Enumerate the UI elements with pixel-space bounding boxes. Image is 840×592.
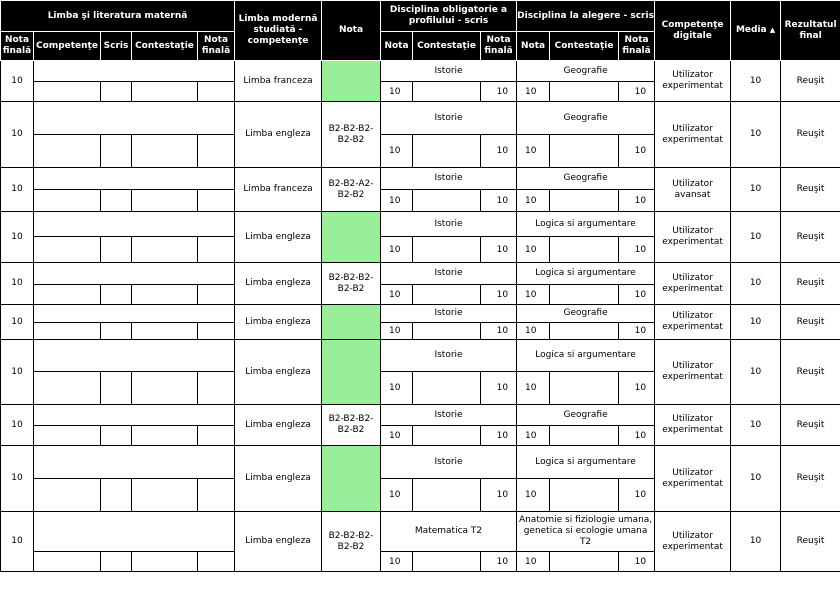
rezultat-final-cell: Reuşit (781, 61, 840, 102)
obl-contestatie-cell (413, 372, 481, 405)
disciplina-obligatorie-cell: Istorie (381, 168, 517, 190)
limba-materna-empty-cell (34, 61, 235, 82)
contestatie-cell (132, 426, 198, 446)
nota-finala-cell: 10 (1, 263, 34, 305)
disciplina-obligatorie-cell: Istorie (381, 446, 517, 479)
results-body (1, 61, 840, 572)
header-ale-contestatie: Contestaţie (550, 32, 619, 61)
competente-digitale-cell: Utilizator experimentat (655, 512, 731, 572)
media-cell: 10 (731, 305, 781, 340)
obl-nota-finala-cell: 10 (481, 426, 517, 446)
header-obl-nota-finala: Nota finală (481, 32, 517, 61)
header-media[interactable] (731, 1, 781, 61)
ale-contestatie-cell (550, 552, 619, 572)
limba-moderna-cell: Limba engleza (235, 263, 322, 305)
disciplina-obligatorie-cell: Istorie (381, 305, 517, 323)
rezultat-final-cell: Reuşit (781, 512, 840, 572)
nota-finala-materna-cell (198, 372, 235, 405)
ale-nota-cell: 10 (517, 135, 550, 168)
rezultat-final-cell: Reuşit (781, 405, 840, 446)
competente-digitale-cell: Utilizator experimentat (655, 61, 731, 102)
obl-nota-cell: 10 (381, 372, 413, 405)
nota-limba-moderna-cell (322, 305, 381, 340)
limba-materna-empty-cell (34, 305, 235, 323)
ale-nota-finala-cell: 10 (619, 372, 655, 405)
limba-materna-empty-cell (34, 102, 235, 135)
disciplina-alegere-cell: Logica si argumentare (517, 446, 655, 479)
competente-cell (34, 82, 101, 102)
obl-nota-finala-cell: 10 (481, 190, 517, 212)
disciplina-alegere-cell: Logica si argumentare (517, 212, 655, 237)
rezultat-final-cell: Reuşit (781, 168, 840, 212)
table-row (1, 446, 840, 479)
ale-contestatie-cell (550, 323, 619, 340)
rezultat-final-cell: Reuşit (781, 263, 840, 305)
header-contestatie: Contestaţie (132, 32, 198, 61)
limba-moderna-cell: Limba engleza (235, 102, 322, 168)
table-row (1, 512, 840, 552)
competente-digitale-cell: Utilizator experimentat (655, 102, 731, 168)
nota-limba-moderna-cell (322, 212, 381, 263)
competente-cell (34, 323, 101, 340)
ale-nota-cell: 10 (517, 479, 550, 512)
obl-nota-finala-cell: 10 (481, 479, 517, 512)
ale-contestatie-cell (550, 285, 619, 305)
disciplina-alegere-cell: Geografie (517, 405, 655, 426)
limba-materna-empty-cell (34, 263, 235, 285)
nota-finala-cell: 10 (1, 512, 34, 572)
disciplina-alegere-cell: Logica si argumentare (517, 340, 655, 372)
obl-nota-finala-cell: 10 (481, 237, 517, 263)
table-row (1, 102, 840, 135)
disciplina-obligatorie-cell: Istorie (381, 340, 517, 372)
header-media-label: Media (735, 25, 767, 35)
competente-digitale-cell: Utilizator experimentat (655, 212, 731, 263)
scris-cell (101, 285, 132, 305)
limba-materna-empty-cell (34, 446, 235, 479)
obl-nota-cell: 10 (381, 285, 413, 305)
scris-cell (101, 426, 132, 446)
obl-contestatie-cell (413, 135, 481, 168)
contestatie-cell (132, 285, 198, 305)
competente-digitale-cell: Utilizator avansat (655, 168, 731, 212)
obl-contestatie-cell (413, 82, 481, 102)
contestatie-cell (132, 135, 198, 168)
nota-finala-cell: 10 (1, 446, 34, 512)
disciplina-alegere-cell: Anatomie si fiziologie umana, genetica si ecologie umana T2 (517, 512, 655, 552)
obl-contestatie-cell (413, 426, 481, 446)
nota-limba-moderna-cell: B2-B2-B2-B2-B2 (322, 405, 381, 446)
nota-limba-moderna-cell (322, 446, 381, 512)
disciplina-obligatorie-cell: Istorie (381, 263, 517, 285)
obl-nota-finala-cell: 10 (481, 285, 517, 305)
nota-limba-moderna-cell (322, 340, 381, 405)
header-limba-moderna: Limba modernă studiată - competenţe (235, 1, 322, 61)
header-nota-finala-materna: Nota finală (198, 32, 235, 61)
scris-cell (101, 237, 132, 263)
contestatie-cell (132, 552, 198, 572)
nota-finala-materna-cell (198, 190, 235, 212)
obl-nota-finala-cell: 10 (481, 82, 517, 102)
nota-finala-cell: 10 (1, 305, 34, 340)
competente-cell (34, 135, 101, 168)
header-disciplina-obligatorie: Disciplina obligatorie a profilului - scris (381, 1, 517, 32)
obl-nota-cell: 10 (381, 426, 413, 446)
ale-nota-finala-cell: 10 (619, 552, 655, 572)
table-row (1, 263, 840, 285)
contestatie-cell (132, 323, 198, 340)
ale-contestatie-cell (550, 135, 619, 168)
nota-finala-cell: 10 (1, 168, 34, 212)
header-competente-digitale: Competenţe digitale (655, 1, 731, 61)
nota-limba-moderna-cell: B2-B2-A2-B2-B2 (322, 168, 381, 212)
ale-nota-cell: 10 (517, 552, 550, 572)
header-ale-nota-finala: Nota finală (619, 32, 655, 61)
header-competente: Competenţe (34, 32, 101, 61)
contestatie-cell (132, 372, 198, 405)
sort-ascending-icon: ▲ (769, 26, 776, 34)
media-cell: 10 (731, 212, 781, 263)
scris-cell (101, 190, 132, 212)
ale-nota-cell: 10 (517, 237, 550, 263)
nota-finala-materna-cell (198, 135, 235, 168)
competente-digitale-cell: Utilizator experimentat (655, 340, 731, 405)
contestatie-cell (132, 479, 198, 512)
disciplina-alegere-cell: Geografie (517, 168, 655, 190)
ale-nota-cell: 10 (517, 82, 550, 102)
nota-finala-materna-cell (198, 285, 235, 305)
media-cell: 10 (731, 340, 781, 405)
limba-moderna-cell: Limba engleza (235, 512, 322, 572)
disciplina-alegere-cell: Logica si argumentare (517, 263, 655, 285)
rezultat-final-cell: Reuşit (781, 340, 840, 405)
competente-cell (34, 426, 101, 446)
nota-finala-cell: 10 (1, 340, 34, 405)
obl-contestatie-cell (413, 552, 481, 572)
nota-limba-moderna-cell: B2-B2-B2-B2-B2 (322, 512, 381, 572)
contestatie-cell (132, 237, 198, 263)
media-cell: 10 (731, 61, 781, 102)
obl-nota-cell: 10 (381, 82, 413, 102)
competente-cell (34, 237, 101, 263)
competente-cell (34, 372, 101, 405)
ale-nota-cell: 10 (517, 372, 550, 405)
nota-limba-moderna-cell: B2-B2-B2-B2-B2 (322, 263, 381, 305)
nota-finala-materna-cell (198, 552, 235, 572)
table-row (1, 340, 840, 372)
ale-contestatie-cell (550, 237, 619, 263)
obl-nota-cell: 10 (381, 135, 413, 168)
ale-nota-cell: 10 (517, 285, 550, 305)
scris-cell (101, 552, 132, 572)
nota-finala-materna-cell (198, 82, 235, 102)
nota-limba-moderna-cell: B2-B2-B2-B2-B2 (322, 102, 381, 168)
competente-digitale-cell: Utilizator experimentat (655, 305, 731, 340)
nota-finala-cell: 10 (1, 102, 34, 168)
competente-digitale-cell: Utilizator experimentat (655, 263, 731, 305)
rezultat-final-cell: Reuşit (781, 305, 840, 340)
table-row (1, 168, 840, 190)
ale-contestatie-cell (550, 190, 619, 212)
obl-nota-finala-cell: 10 (481, 323, 517, 340)
ale-contestatie-cell (550, 372, 619, 405)
table-row (1, 61, 840, 82)
header-obl-nota: Nota (381, 32, 413, 61)
disciplina-alegere-cell: Geografie (517, 61, 655, 82)
nota-limba-moderna-cell (322, 61, 381, 102)
ale-contestatie-cell (550, 82, 619, 102)
table-row (1, 212, 840, 237)
scris-cell (101, 323, 132, 340)
ale-nota-cell: 10 (517, 323, 550, 340)
competente-cell (34, 552, 101, 572)
scris-cell (101, 479, 132, 512)
obl-nota-cell: 10 (381, 323, 413, 340)
header-disciplina-alegere: Disciplina la alegere - scris (517, 1, 655, 32)
ale-nota-finala-cell: 10 (619, 237, 655, 263)
limba-materna-empty-cell (34, 405, 235, 426)
ale-contestatie-cell (550, 426, 619, 446)
obl-contestatie-cell (413, 285, 481, 305)
limba-materna-empty-cell (34, 512, 235, 552)
limba-moderna-cell: Limba engleza (235, 405, 322, 446)
disciplina-alegere-cell: Geografie (517, 102, 655, 135)
obl-nota-finala-cell: 10 (481, 552, 517, 572)
rezultat-final-cell: Reuşit (781, 446, 840, 512)
obl-contestatie-cell (413, 237, 481, 263)
ale-nota-cell: 10 (517, 426, 550, 446)
header-rezultat-final: Rezultatul final (781, 1, 840, 61)
ale-nota-finala-cell: 10 (619, 135, 655, 168)
ale-nota-finala-cell: 10 (619, 426, 655, 446)
media-cell: 10 (731, 405, 781, 446)
competente-cell (34, 479, 101, 512)
obl-contestatie-cell (413, 323, 481, 340)
limba-materna-empty-cell (34, 212, 235, 237)
media-cell: 10 (731, 168, 781, 212)
ale-nota-cell: 10 (517, 190, 550, 212)
obl-nota-cell: 10 (381, 190, 413, 212)
limba-materna-empty-cell (34, 340, 235, 372)
media-cell: 10 (731, 512, 781, 572)
competente-digitale-cell: Utilizator experimentat (655, 446, 731, 512)
ale-nota-finala-cell: 10 (619, 479, 655, 512)
contestatie-cell (132, 190, 198, 212)
nota-finala-materna-cell (198, 426, 235, 446)
table-row (1, 305, 840, 323)
competente-cell (34, 190, 101, 212)
header-limba-materna: Limba şi literatura maternă (1, 1, 235, 32)
ale-nota-finala-cell: 10 (619, 190, 655, 212)
obl-nota-cell: 10 (381, 237, 413, 263)
obl-contestatie-cell (413, 190, 481, 212)
nota-finala-materna-cell (198, 479, 235, 512)
obl-nota-cell: 10 (381, 479, 413, 512)
media-cell: 10 (731, 263, 781, 305)
ale-contestatie-cell (550, 479, 619, 512)
disciplina-obligatorie-cell: Istorie (381, 405, 517, 426)
rezultat-final-cell: Reuşit (781, 102, 840, 168)
header-scris: Scris (101, 32, 132, 61)
ale-nota-finala-cell: 10 (619, 82, 655, 102)
nota-finala-cell: 10 (1, 212, 34, 263)
nota-finala-materna-cell (198, 237, 235, 263)
media-cell: 10 (731, 102, 781, 168)
header-nota-finala: Nota finală (1, 32, 34, 61)
ale-nota-finala-cell: 10 (619, 323, 655, 340)
table-row (1, 405, 840, 426)
limba-moderna-cell: Limba engleza (235, 212, 322, 263)
nota-finala-cell: 10 (1, 61, 34, 102)
header-ale-nota: Nota (517, 32, 550, 61)
disciplina-obligatorie-cell: Istorie (381, 102, 517, 135)
header-nota-limba-moderna: Nota (322, 1, 381, 61)
nota-finala-materna-cell (198, 323, 235, 340)
competente-cell (34, 285, 101, 305)
limba-materna-empty-cell (34, 168, 235, 190)
contestatie-cell (132, 82, 198, 102)
scris-cell (101, 135, 132, 168)
limba-moderna-cell: Limba franceza (235, 61, 322, 102)
limba-moderna-cell: Limba engleza (235, 305, 322, 340)
limba-moderna-cell: Limba franceza (235, 168, 322, 212)
limba-moderna-cell: Limba engleza (235, 446, 322, 512)
obl-nota-cell: 10 (381, 552, 413, 572)
obl-contestatie-cell (413, 479, 481, 512)
rezultat-final-cell: Reuşit (781, 212, 840, 263)
obl-nota-finala-cell: 10 (481, 135, 517, 168)
obl-nota-finala-cell: 10 (481, 372, 517, 405)
disciplina-obligatorie-cell: Istorie (381, 212, 517, 237)
header-obl-contestatie: Contestaţie (413, 32, 481, 61)
scris-cell (101, 82, 132, 102)
disciplina-obligatorie-cell: Istorie (381, 61, 517, 82)
scris-cell (101, 372, 132, 405)
ale-nota-finala-cell: 10 (619, 285, 655, 305)
limba-moderna-cell: Limba engleza (235, 340, 322, 405)
competente-digitale-cell: Utilizator experimentat (655, 405, 731, 446)
disciplina-alegere-cell: Geografie (517, 305, 655, 323)
nota-finala-cell: 10 (1, 405, 34, 446)
media-cell: 10 (731, 446, 781, 512)
disciplina-obligatorie-cell: Matematica T2 (381, 512, 517, 552)
